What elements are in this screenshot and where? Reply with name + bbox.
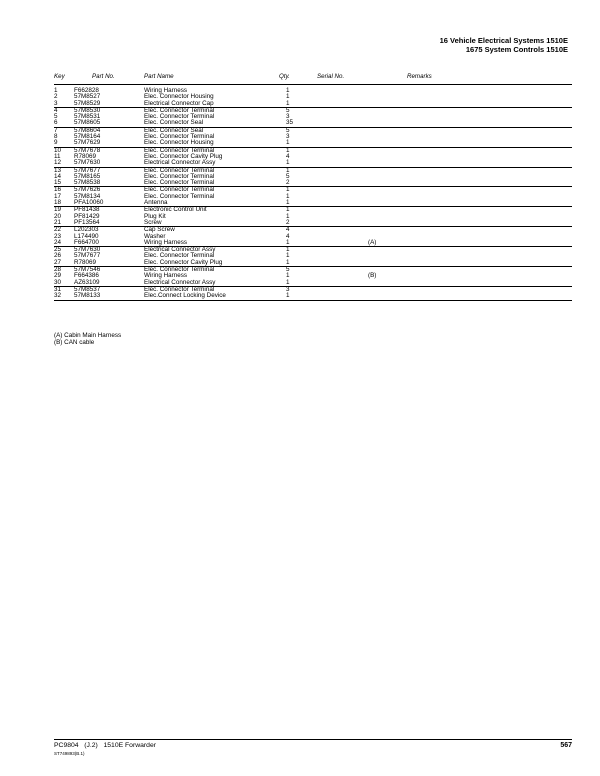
key-cell: 12 bbox=[54, 159, 62, 167]
part-no-cell: 57M8530 bbox=[74, 106, 101, 114]
part-no-cell: F662828 bbox=[74, 87, 99, 94]
qty-cell: 3 bbox=[286, 113, 290, 121]
part-no-cell: 57M8604 bbox=[74, 126, 101, 134]
qty-cell: 1 bbox=[286, 212, 290, 220]
row-group bbox=[54, 287, 572, 301]
table-row bbox=[54, 140, 572, 146]
key-cell: 8 bbox=[54, 133, 58, 141]
part-name-cell: Elec. Connector Terminal bbox=[144, 166, 215, 174]
qty-cell: 3 bbox=[286, 133, 290, 141]
part-no-cell: F664700 bbox=[74, 238, 99, 246]
table-row bbox=[54, 200, 572, 206]
part-no-cell: L202303 bbox=[74, 226, 99, 234]
table-row bbox=[54, 160, 572, 166]
qty-cell: 1 bbox=[286, 192, 290, 200]
part-name-cell: Elec. Connector Terminal bbox=[144, 133, 215, 141]
remarks-cell: (B) bbox=[368, 272, 377, 280]
table-row bbox=[54, 220, 572, 226]
key-cell: 15 bbox=[54, 179, 62, 187]
key-cell: 26 bbox=[54, 252, 62, 260]
part-name-cell: Wiring Harness bbox=[144, 87, 188, 94]
row-group bbox=[54, 108, 572, 128]
qty-cell: 1 bbox=[286, 87, 290, 94]
key-cell: 5 bbox=[54, 113, 58, 121]
qty-cell: 1 bbox=[286, 186, 290, 194]
col-key: Key bbox=[54, 73, 65, 80]
row-group bbox=[54, 168, 572, 188]
part-name-cell: Elec. Connector Terminal bbox=[144, 146, 215, 154]
qty-cell: 1 bbox=[286, 166, 290, 174]
col-part-name: Part Name bbox=[144, 73, 174, 80]
qty-cell: 1 bbox=[286, 292, 290, 300]
part-no-cell: 57M7626 bbox=[74, 186, 101, 194]
part-no-cell: PF81438 bbox=[74, 206, 100, 214]
table-row bbox=[54, 120, 572, 126]
key-cell: 6 bbox=[54, 119, 58, 127]
key-cell: 19 bbox=[54, 206, 62, 214]
row-group bbox=[54, 207, 572, 227]
col-part-no: Part No. bbox=[92, 73, 115, 80]
footer-rule bbox=[54, 739, 572, 740]
key-cell: 22 bbox=[54, 226, 62, 234]
part-no-cell: L174490 bbox=[74, 232, 99, 240]
remarks-cell: (A) bbox=[368, 238, 377, 246]
part-no-cell: AZ63109 bbox=[74, 278, 100, 286]
qty-cell: 1 bbox=[286, 238, 290, 246]
table-row bbox=[54, 240, 572, 246]
table-row bbox=[54, 280, 572, 286]
row-group bbox=[54, 88, 572, 108]
col-qty: Qty. bbox=[279, 73, 290, 80]
footer-code: ST749893(B.1) bbox=[54, 751, 85, 756]
qty-cell: 5 bbox=[286, 106, 290, 114]
part-name-cell: Elec. Connector Housing bbox=[144, 139, 214, 147]
part-name-cell: Elec. Connector Terminal bbox=[144, 113, 215, 121]
key-cell: 20 bbox=[54, 212, 62, 220]
section-title: 16 Vehicle Electrical Systems 1510E bbox=[439, 36, 568, 45]
part-no-cell: 57M8531 bbox=[74, 113, 101, 121]
key-cell: 13 bbox=[54, 166, 62, 174]
row-group bbox=[54, 247, 572, 267]
qty-cell: 1 bbox=[286, 206, 290, 214]
key-cell: 4 bbox=[54, 106, 58, 114]
key-cell: 10 bbox=[54, 146, 62, 154]
part-name-cell: Elec. Connector Housing bbox=[144, 93, 214, 101]
footnote-a: (A) Cabin Main Harness bbox=[54, 332, 122, 339]
row-group bbox=[54, 227, 572, 247]
row-group bbox=[54, 128, 572, 148]
qty-cell: 1 bbox=[286, 139, 290, 147]
footer-title: PC9804 (J.2) 1510E Forwarder bbox=[54, 742, 156, 749]
part-no-cell: R78069 bbox=[74, 152, 97, 160]
key-cell: 32 bbox=[54, 292, 62, 300]
part-no-cell: 57M8538 bbox=[74, 179, 101, 187]
part-name-cell: Elec. Connector Cavity Plug bbox=[144, 258, 223, 266]
page-number: 567 bbox=[560, 742, 572, 749]
part-no-cell: R78069 bbox=[74, 258, 97, 266]
qty-cell: 1 bbox=[286, 272, 290, 280]
qty-cell: 2 bbox=[286, 179, 290, 187]
part-no-cell: 57M8527 bbox=[74, 93, 101, 101]
key-cell: 17 bbox=[54, 192, 62, 200]
part-no-cell: 57M7630 bbox=[74, 159, 101, 167]
part-name-cell: Electrical Connector Assy bbox=[144, 278, 216, 286]
qty-cell: 35 bbox=[286, 119, 294, 127]
part-no-cell: 57M7630 bbox=[74, 246, 101, 254]
page-header bbox=[440, 36, 568, 54]
part-name-cell: Electrical Connector Cap bbox=[144, 99, 214, 107]
part-no-cell: 57M8134 bbox=[74, 192, 101, 200]
part-name-cell: Plug Kit bbox=[144, 212, 166, 220]
key-cell: 14 bbox=[54, 172, 62, 180]
qty-cell: 5 bbox=[286, 172, 290, 180]
part-name-cell: Wiring Harness bbox=[144, 238, 188, 246]
part-name-cell: Elec. Connector Terminal bbox=[144, 186, 215, 194]
part-no-cell: 57M8165 bbox=[74, 172, 101, 180]
qty-cell: 1 bbox=[286, 252, 290, 260]
key-cell: 25 bbox=[54, 246, 62, 254]
key-cell: 29 bbox=[54, 272, 62, 280]
part-name-cell: Washer bbox=[144, 232, 166, 240]
part-no-cell: PF81429 bbox=[74, 212, 100, 220]
row-group bbox=[54, 267, 572, 287]
part-no-cell: PFA10060 bbox=[74, 199, 104, 207]
qty-cell: 1 bbox=[286, 246, 290, 254]
part-name-cell: Elec. Connector Cavity Plug bbox=[144, 152, 223, 160]
key-cell: 21 bbox=[54, 218, 62, 226]
row-group bbox=[54, 148, 572, 168]
key-cell: 30 bbox=[54, 278, 62, 286]
part-name-cell: Cap Screw bbox=[144, 226, 175, 234]
part-name-cell: Elec. Connector Terminal bbox=[144, 266, 215, 274]
part-name-cell: Elec. Connector Terminal bbox=[144, 252, 215, 260]
part-name-cell: Antenna bbox=[144, 199, 168, 207]
qty-cell: 1 bbox=[286, 278, 290, 286]
part-name-cell: Elec. Connector Seal bbox=[144, 126, 204, 134]
part-no-cell: F664386 bbox=[74, 272, 99, 280]
table-row bbox=[54, 101, 572, 107]
part-name-cell: Electronic Control Unit bbox=[144, 206, 207, 214]
qty-cell: 1 bbox=[286, 159, 290, 167]
part-no-cell: 57M7677 bbox=[74, 252, 101, 260]
key-cell: 11 bbox=[54, 152, 61, 160]
parts-table bbox=[0, 88, 600, 301]
key-cell: 31 bbox=[54, 285, 62, 293]
part-name-cell: Electrical Connector Assy bbox=[144, 246, 216, 254]
qty-cell: 1 bbox=[286, 93, 290, 101]
part-no-cell: 57M7546 bbox=[74, 266, 101, 274]
key-cell: 7 bbox=[54, 126, 58, 134]
part-name-cell: Elec. Connector Terminal bbox=[144, 285, 215, 293]
table-row bbox=[54, 260, 572, 266]
part-no-cell: 57M7678 bbox=[74, 146, 101, 154]
key-cell: 28 bbox=[54, 266, 62, 274]
part-no-cell: 57M8133 bbox=[74, 292, 101, 300]
part-name-cell: Elec. Connector Terminal bbox=[144, 192, 215, 200]
key-cell: 16 bbox=[54, 186, 62, 194]
header-rule bbox=[54, 84, 572, 85]
part-no-cell: 57M7629 bbox=[74, 139, 101, 147]
footnotes bbox=[54, 332, 121, 346]
part-name-cell: Electrical Connector Assy bbox=[144, 159, 216, 167]
part-name-cell: Elec. Connector Terminal bbox=[144, 179, 215, 187]
key-cell: 9 bbox=[54, 139, 58, 147]
qty-cell: 4 bbox=[286, 232, 290, 240]
key-cell: 18 bbox=[54, 199, 62, 207]
part-no-cell: 57M8537 bbox=[74, 285, 101, 293]
qty-cell: 4 bbox=[286, 152, 290, 160]
key-cell: 2 bbox=[54, 93, 58, 101]
col-remarks: Remarks bbox=[407, 73, 432, 80]
qty-cell: 5 bbox=[286, 126, 290, 134]
part-name-cell: Wiring Harness bbox=[144, 272, 188, 280]
table-row bbox=[54, 180, 572, 186]
footnote-b: (B) CAN cable bbox=[54, 339, 95, 347]
column-headers bbox=[0, 73, 600, 82]
key-cell: 3 bbox=[54, 99, 58, 107]
subsection-title: 1675 System Controls 1510E bbox=[465, 45, 568, 54]
part-no-cell: 57M7677 bbox=[74, 166, 101, 174]
part-no-cell: 57M8605 bbox=[74, 119, 101, 127]
row-group bbox=[54, 187, 572, 207]
key-cell: 23 bbox=[54, 232, 62, 240]
qty-cell: 4 bbox=[286, 226, 290, 234]
qty-cell: 1 bbox=[286, 199, 290, 207]
col-serial-no: Serial No. bbox=[317, 73, 345, 80]
qty-cell: 5 bbox=[286, 266, 290, 274]
part-name-cell: Elec. Connector Terminal bbox=[144, 172, 215, 180]
qty-cell: 1 bbox=[286, 99, 290, 107]
qty-cell: 2 bbox=[286, 218, 290, 226]
part-no-cell: 57M8164 bbox=[74, 133, 101, 141]
key-cell: 24 bbox=[54, 238, 62, 246]
part-no-cell: PF13564 bbox=[74, 218, 100, 226]
key-cell: 1 bbox=[54, 87, 58, 94]
part-name-cell: Elec. Connector Terminal bbox=[144, 106, 215, 114]
qty-cell: 1 bbox=[286, 146, 290, 154]
qty-cell: 1 bbox=[286, 258, 290, 266]
part-name-cell: Elec.Connect Locking Device bbox=[144, 292, 226, 300]
key-cell: 27 bbox=[54, 258, 62, 266]
qty-cell: 3 bbox=[286, 285, 290, 293]
part-no-cell: 57M8529 bbox=[74, 99, 101, 107]
part-name-cell: Screw bbox=[144, 218, 162, 226]
part-name-cell: Elec. Connector Seal bbox=[144, 119, 204, 127]
table-row bbox=[54, 293, 572, 299]
